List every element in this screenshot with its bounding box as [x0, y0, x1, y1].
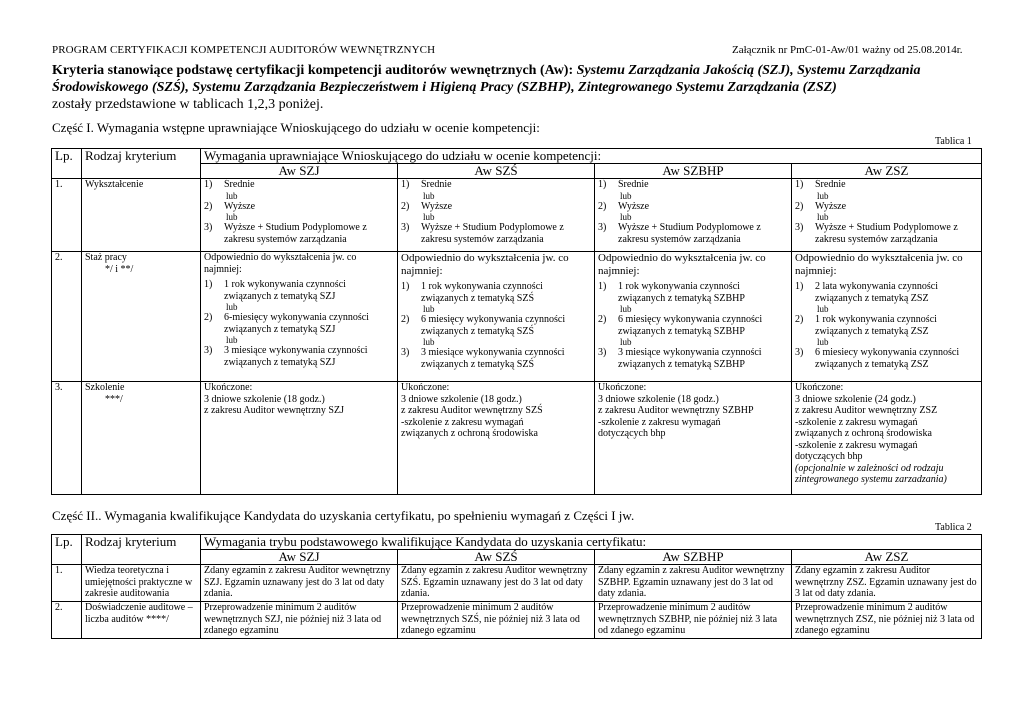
t1-col-szj: Aw SZJ — [201, 164, 398, 179]
option-number: 2) — [598, 314, 607, 325]
or-label: lub — [423, 190, 435, 201]
or-label: lub — [817, 212, 829, 222]
table-row — [52, 382, 982, 495]
option-number: 2) — [401, 200, 410, 212]
option-text: Wyższe + Studium Podyplomowe z zakresu systemów zarządzania — [618, 222, 761, 245]
t2-r2-lp: 2. — [52, 602, 82, 639]
t2-r2-szbhp: Przeprowadzenie minimum 2 auditów wewnętrznych SZBHP, nie później niż 3 lata od zdanego egzaminu — [595, 602, 792, 639]
t1-r3-kind — [82, 382, 201, 495]
option-number: 3) — [401, 347, 410, 358]
option-number: 1) — [598, 281, 607, 292]
option-text: Wyższe — [224, 200, 256, 212]
t1-r3-lp: 3. — [52, 382, 82, 495]
t2-r1-kind: Wiedza teoretyczna i umiejętności praktyczne w zakresie auditowania — [82, 565, 201, 602]
title-italic: Systemu Zarządzania Jakością (SZJ), Systemu Zarządzania Środowiskowego (SZŚ), Systemu Zarządzania Bezpieczeństwem i Higieną Pracy (SZBHP), Zintegrowanego Systemu Zarządzania (ZSZ) — [52, 63, 921, 95]
option-number: 3) — [401, 222, 410, 233]
table-row — [52, 179, 982, 252]
option-number: 1) — [204, 179, 213, 190]
option-number: 2) — [795, 200, 804, 212]
or-label: lub — [817, 190, 829, 201]
or-label: lub — [423, 304, 435, 314]
cell-intro: Odpowiednio do wykształcenia jw. co najmniej: — [598, 252, 766, 277]
or-label: lub — [817, 304, 829, 314]
t1-r2-szj — [201, 252, 398, 382]
cell-text: Ukończone: 3 dniowe szkolenie (24 godz.) z zakresu Auditor wewnętrzny ZSZ -szkolenie z zakresu wymagań związanych z ochroną środowiska -szkolenie z zakresu wymagań dotyczących bhp — [795, 382, 938, 462]
or-label: lub — [226, 335, 238, 345]
t2-col-szj: Aw SZJ — [201, 550, 398, 565]
t1-r1-lp: 1. — [52, 179, 82, 252]
document-title — [52, 62, 982, 113]
list-item — [401, 201, 591, 213]
title-plain: zostały przedstawione w tablicach 1,2,3 poniżej. — [52, 97, 324, 112]
t2-col-lp: Lp. — [52, 535, 82, 565]
or-label: lub — [226, 302, 238, 312]
list-item — [204, 179, 394, 191]
option-text: 3 miesiące wykonywania czynności związanych z tematyką SZBHP — [618, 347, 762, 370]
t2-r2-kind: Doświadczenie auditowe –liczba auditów ****/ — [82, 602, 201, 639]
list-item — [795, 222, 978, 245]
list-item — [795, 314, 978, 337]
t1-r3-szs — [398, 382, 595, 495]
option-text: Wyższe — [618, 200, 650, 212]
option-text: 6 miesiecy wykonywania czynności związanych z tematyką ZSZ — [815, 347, 960, 370]
or-label: lub — [423, 337, 435, 347]
t2-r2-szj: Przeprowadzenie minimum 2 auditów wewnętrznych SZJ, nie później niż 3 lata od zdanego egzaminu — [201, 602, 398, 639]
t1-col-szbhp: Aw SZBHP — [595, 164, 792, 179]
title-bold: Kryteria stanowiące podstawę certyfikacji kompetencji auditorów wewnętrznych (Aw): — [52, 63, 574, 78]
list-item — [401, 314, 591, 337]
cell-intro: Odpowiednio do wykształcenia jw. co najmniej: — [795, 252, 963, 277]
or-label: lub — [620, 190, 632, 201]
list-item — [598, 222, 788, 245]
t1-r2-szs — [398, 252, 595, 382]
option-number: 3) — [598, 347, 607, 358]
t1-r3-szbhp — [595, 382, 792, 495]
or-label: lub — [620, 337, 632, 347]
list-item — [401, 222, 591, 245]
option-number: 1) — [795, 179, 804, 190]
cell-intro: Odpowiednio do wykształcenia jw. co najmniej: — [401, 252, 569, 277]
t1-r3-szj — [201, 382, 398, 495]
document-header-right: Załącznik nr PmC-01-Aw/01 ważny od 25.08.2014r. — [732, 44, 963, 56]
cell-text: Ukończone: 3 dniowe szkolenie (18 godz.) z zakresu Auditor wewnętrzny SZBHP -szkolenie z zakresu wymagań dotyczących bhp — [598, 382, 754, 439]
t2-r1-szj: Zdany egzamin z zakresu Auditor wewnętrzny SZJ. Egzamin uznawany jest do 3 lat od daty zdania. — [201, 565, 398, 602]
part1-heading: Część I. Wymagania wstępne uprawniające Wnioskującego do udziału w ocenie kompetencji: — [52, 120, 540, 135]
list-item — [204, 201, 394, 213]
table2-label: Tablica 2 — [935, 522, 972, 533]
t1-r2-lp: 2. — [52, 252, 82, 382]
option-number: 1) — [204, 279, 213, 290]
option-text: 1 rok wykonywania czynności związanych z tematyką SZBHP — [618, 281, 745, 304]
option-number: 2) — [204, 312, 213, 323]
list-item — [795, 281, 978, 304]
t1-r2-kind — [82, 252, 201, 382]
list-item — [795, 179, 978, 191]
option-text: 6 miesięcy wykonywania czynności związanych z tematyką SZBHP — [618, 314, 763, 337]
option-number: 1) — [795, 281, 804, 292]
cell-note: (opcjonalnie w zależności od rodzaju zintegrowanego systemu zarzadzania) — [795, 462, 947, 485]
list-item — [598, 281, 788, 304]
table-2 — [51, 534, 982, 639]
cell-text: Ukończone: 3 dniowe szkolenie (18 godz.) z zakresu Auditor wewnętrzny SZŚ -szkolenie z zakresu wymagań związanych z ochroną środowiska — [401, 382, 543, 439]
option-number: 2) — [401, 314, 410, 325]
option-text: Wyższe — [421, 200, 453, 212]
t2-r2-szs: Przeprowadzenie minimum 2 auditów wewnętrznych SZŚ, nie później niż 3 lata od zdanego egzaminu — [398, 602, 595, 639]
option-text: 1 rok wykonywania czynności związanych z tematyką SZJ — [224, 279, 346, 302]
list-item — [204, 279, 394, 302]
list-item — [401, 281, 591, 304]
table-1 — [51, 148, 982, 495]
cell-text: Ukończone: 3 dniowe szkolenie (18 godz.) z zakresu Auditor wewnętrzny SZJ — [204, 382, 344, 416]
option-text: 2 lata wykonywania czynności związanych z tematyką ZSZ — [815, 281, 939, 304]
t2-group-header: Wymagania trybu podstawowego kwalifikujące Kandydata do uzyskania certyfikatu: — [201, 535, 982, 550]
document-header-left: PROGRAM CERTYFIKACJI KOMPETENCJI AUDITORÓW WEWNĘTRZNYCH — [52, 44, 436, 56]
t1-col-zsz: Aw ZSZ — [792, 164, 982, 179]
list-item — [598, 347, 788, 370]
option-number: 3) — [795, 347, 804, 358]
list-item — [598, 201, 788, 213]
t2-r1-szbhp: Zdany egzamin z zakresu Auditor wewnętrzny SZBHP. Egzamin uznawany jest do 3 lat od daty zdania. — [595, 565, 792, 602]
list-item — [204, 312, 394, 335]
option-text: Wyższe + Studium Podyplomowe z zakresu systemów zarządzania — [224, 222, 367, 245]
option-text: 1 rok wykonywania czynności związanych z tematyką SZŚ — [421, 281, 543, 304]
or-label: lub — [423, 212, 435, 222]
option-text: Wyższe + Studium Podyplomowe z zakresu systemów zarządzania — [421, 222, 564, 245]
t2-col-szbhp: Aw SZBHP — [595, 550, 792, 565]
option-text: Średnie — [618, 179, 649, 190]
option-number: 1) — [598, 179, 607, 190]
t1-r2-szbhp — [595, 252, 792, 382]
t1-r2-kind-note: */ i **/ — [105, 263, 134, 275]
list-item — [204, 345, 394, 368]
option-text: Średnie — [815, 179, 846, 190]
option-number: 3) — [204, 222, 213, 233]
t2-col-zsz: Aw ZSZ — [792, 550, 982, 565]
t1-col-lp: Lp. — [52, 149, 82, 179]
option-text: 3 miesiące wykonywania czynności związanych z tematyką SZJ — [224, 345, 368, 368]
t1-col-szs: Aw SZŚ — [398, 164, 595, 179]
table1-label: Tablica 1 — [935, 136, 972, 147]
option-number: 1) — [401, 179, 410, 190]
list-item — [204, 222, 394, 245]
t1-r1-zsz — [792, 179, 982, 252]
or-label: lub — [620, 212, 632, 222]
option-text: 1 rok wykonywania czynności związanych z tematyką ZSZ — [815, 314, 937, 337]
option-number: 2) — [795, 314, 804, 325]
t2-col-szs: Aw SZŚ — [398, 550, 595, 565]
t1-r3-zsz — [792, 382, 982, 495]
or-label: lub — [226, 212, 238, 222]
option-number: 3) — [598, 222, 607, 233]
option-number: 2) — [598, 200, 607, 212]
t1-r3-kind-label: Szkolenie — [85, 382, 125, 393]
list-item — [401, 347, 591, 370]
list-item — [598, 179, 788, 191]
option-text: Wyższe — [815, 200, 847, 212]
list-item — [598, 314, 788, 337]
or-label: lub — [817, 337, 829, 347]
t1-r1-szs — [398, 179, 595, 252]
t1-r2-kind-label: Staż pracy — [85, 252, 127, 263]
part2-heading: Część II.. Wymagania kwalifikujące Kandydata do uzyskania certyfikatu, po spełnieniu wymagań z Części I jw. — [52, 508, 635, 523]
option-number: 1) — [401, 281, 410, 292]
table-row — [52, 602, 982, 639]
t1-r2-zsz — [792, 252, 982, 382]
option-text: 6 miesięcy wykonywania czynności związanych z tematyką SZŚ — [421, 314, 566, 337]
option-number: 2) — [204, 200, 213, 212]
or-label: lub — [226, 190, 238, 201]
t2-r1-lp: 1. — [52, 565, 82, 602]
t2-col-kind: Rodzaj kryterium — [82, 535, 201, 565]
table-row — [52, 252, 982, 382]
t1-group-header: Wymagania uprawniające Wnioskującego do udziału w ocenie kompetencji: — [201, 149, 982, 164]
table-row — [52, 565, 982, 602]
option-text: 6-miesięcy wykonywania czynności związanych z tematyką SZJ — [224, 312, 369, 335]
or-label: lub — [620, 304, 632, 314]
t1-r1-szj — [201, 179, 398, 252]
option-text: 3 miesiące wykonywania czynności związanych z tematyką SZŚ — [421, 347, 565, 370]
option-text: Średnie — [421, 179, 452, 190]
t1-col-kind: Rodzaj kryterium — [82, 149, 201, 179]
t2-r1-szs: Zdany egzamin z zakresu Auditor wewnętrzny SZŚ. Egzamin uznawany jest do 3 lat od daty zdania. — [398, 565, 595, 602]
t1-r1-szbhp — [595, 179, 792, 252]
list-item — [795, 201, 978, 213]
option-text: Wyższe + Studium Podyplomowe z zakresu systemów zarządzania — [815, 222, 958, 245]
t1-r1-kind: Wykształcenie — [82, 179, 201, 252]
list-item — [401, 179, 591, 191]
t2-r1-zsz: Zdany egzamin z zakresu Auditor wewnętrzny ZSZ. Egzamin uznawany jest do 3 lat od daty zdania. — [792, 565, 982, 602]
t1-r3-kind-note: ***/ — [105, 393, 123, 405]
list-item — [795, 347, 978, 370]
option-number: 3) — [795, 222, 804, 233]
option-text: Średnie — [224, 179, 255, 190]
t2-r2-zsz: Przeprowadzenie minimum 2 auditów wewnętrznych ZSZ, nie później niż 3 lata od zdanego egzaminu — [792, 602, 982, 639]
cell-intro: Odpowiednio do wykształcenia jw. co najmniej: — [204, 252, 357, 275]
option-number: 3) — [204, 345, 213, 356]
